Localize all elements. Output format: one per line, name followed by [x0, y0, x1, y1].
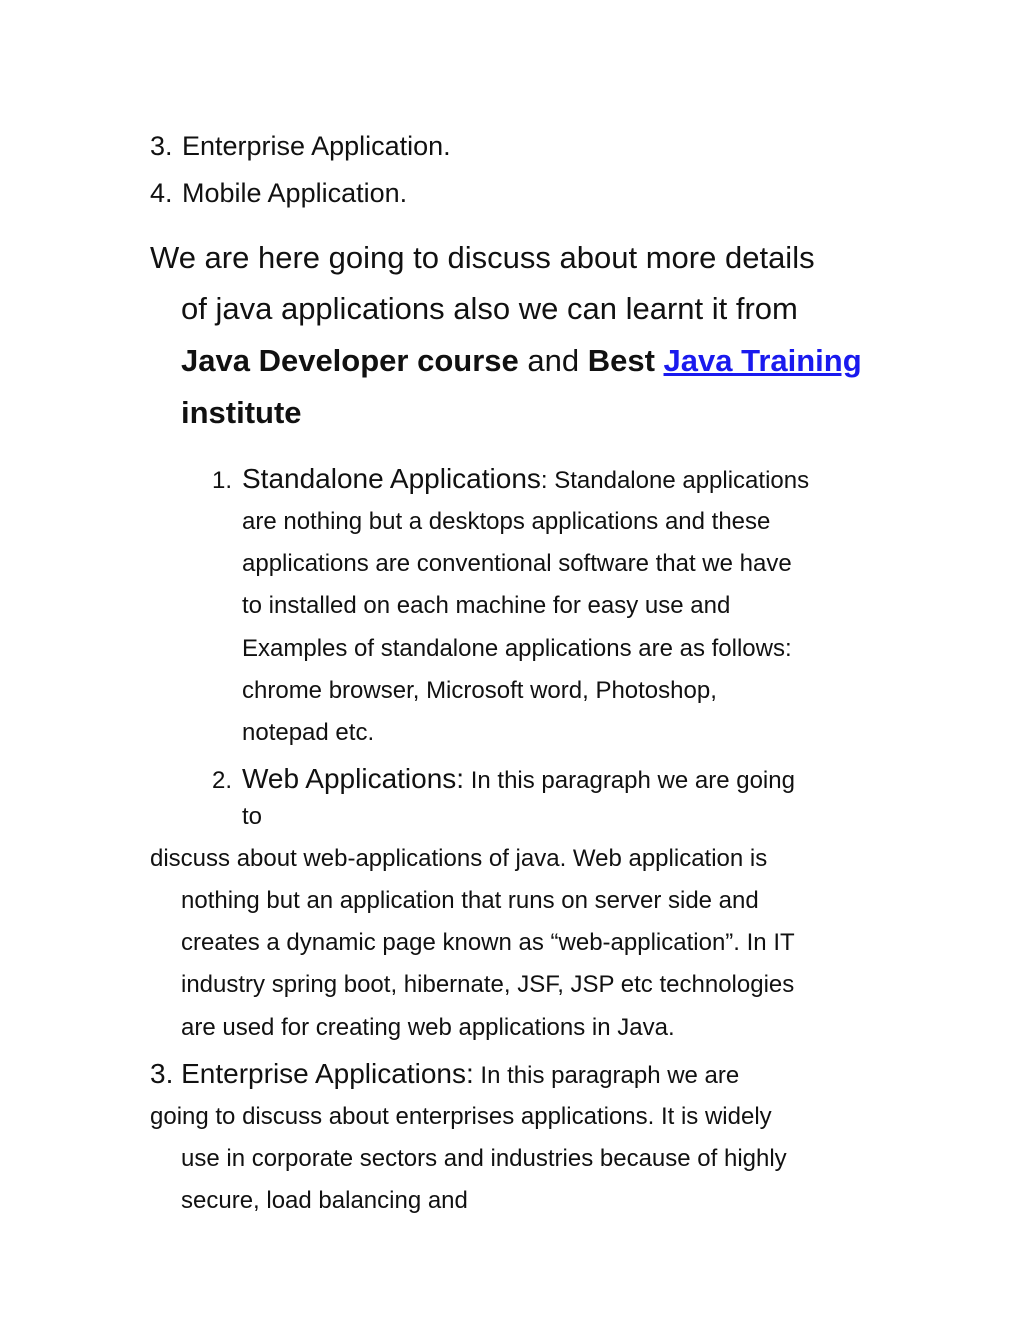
list-number: 4.: [150, 178, 173, 208]
item-1-line: notepad etc.: [242, 719, 375, 746]
list-number: 3.: [150, 131, 173, 161]
java-training-link[interactable]: Java Training: [663, 343, 862, 378]
item-2-lead: In this paragraph we are going: [464, 767, 795, 794]
item-1-line: chrome browser, Microsoft word, Photoshop,: [242, 677, 717, 704]
intro-line-2: of java applications also we can learnt it from: [181, 291, 798, 326]
item-1-heading: Standalone Applications: [242, 463, 541, 494]
item-1-line: are nothing but a desktops applications and these: [242, 508, 771, 535]
item-1-line: to installed on each machine for easy use and: [242, 592, 731, 619]
item-2-number: 2.: [212, 767, 233, 794]
list-item: [150, 133, 451, 160]
intro-line-3: [181, 345, 862, 376]
item-3-line: going to discuss about enterprises applications. It is widely: [150, 1103, 772, 1130]
item-2-heading-line: [212, 765, 795, 793]
item-3-line: use in corporate sectors and industries because of highly: [181, 1145, 787, 1172]
item-2-heading: Web Applications:: [242, 763, 465, 794]
item-1-lead: : Standalone applications: [540, 467, 810, 494]
list-item: [150, 180, 407, 207]
item-3-heading: 3. Enterprise Applications:: [150, 1058, 474, 1089]
item-2-line: are used for creating web applications in Java.: [181, 1014, 675, 1041]
list-text: Mobile Application.: [182, 178, 408, 208]
item-1-number: 1.: [212, 467, 233, 494]
item-2-line: creates a dynamic page known as “web-application”. In IT: [181, 929, 795, 956]
and-text: and: [518, 343, 588, 378]
best-text: Best: [587, 343, 664, 378]
list-text: Enterprise Application.: [182, 131, 451, 161]
item-1-line: applications are conventional software that we have: [242, 550, 792, 577]
item-3-heading-line: [150, 1060, 739, 1088]
intro-line-4: institute: [181, 395, 302, 430]
item-1-heading-line: [212, 465, 809, 493]
item-1-line: Examples of standalone applications are as follows:: [242, 635, 792, 662]
item-2-wrap: to: [242, 803, 263, 830]
item-2-line: discuss about web-applications of java. Web application is: [150, 845, 768, 872]
item-3-lead: In this paragraph we are: [473, 1062, 740, 1089]
item-2-line: nothing but an application that runs on server side and: [181, 887, 759, 914]
intro-line-1: We are here going to discuss about more details: [150, 240, 815, 275]
item-2-line: industry spring boot, hibernate, JSF, JSP etc technologies: [181, 971, 795, 998]
item-3-line: secure, load balancing and: [181, 1187, 468, 1214]
course-name: Java Developer course: [181, 343, 519, 378]
